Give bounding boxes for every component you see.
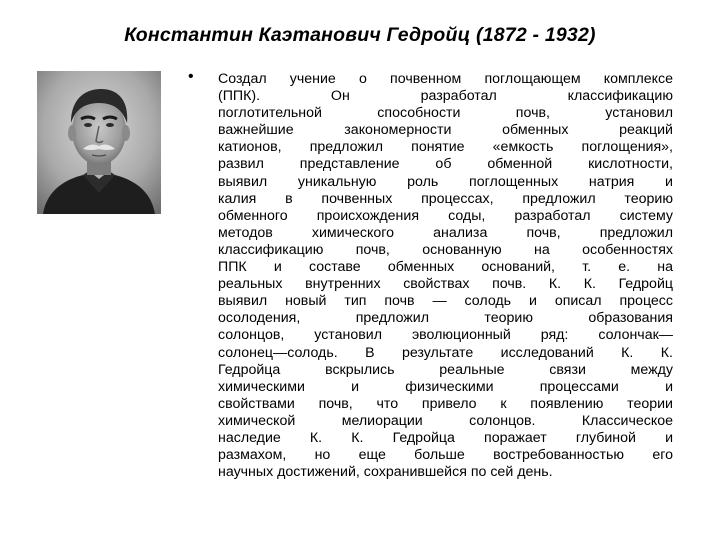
- paragraph-line: выявил уникальную роль поглощенных натрия и: [218, 173, 673, 190]
- paragraph-line: поглотительной способности почв, установил: [218, 105, 673, 122]
- paragraph-line: Создал учение о почвенном поглощающем комплексе: [218, 71, 673, 87]
- paragraph-line: методов химического анализа почв, предложил: [218, 224, 673, 241]
- paragraph-line: солонец—солодь. В результате исследований К. К.: [218, 344, 673, 361]
- paragraph-line: катионов, предложил понятие «емкость поглощения»,: [218, 139, 673, 156]
- paragraph-line: Гедройца вскрылись реальные связи между: [218, 361, 673, 378]
- paragraph-line: осолодения, предложил теорию образования: [218, 310, 673, 327]
- paragraph-line: важнейшие закономерности обменных реакций: [218, 122, 673, 139]
- biography-paragraph: [218, 71, 673, 481]
- paragraph-line: научных достижений, сохранившейся по сей день.: [218, 464, 553, 481]
- paragraph-line: реальных внутренних свойствах почв. К. К. Гедройц: [218, 276, 673, 293]
- paragraph-line: свойствами почв, что привело к появлению теории: [218, 395, 673, 412]
- paragraph-line: химической мелиорации солонцов. Классическое: [218, 412, 673, 429]
- paragraph-line: классификацию почв, основанную на особенностях: [218, 241, 673, 258]
- paragraph-line: (ППК). Он разработал классификацию: [218, 88, 673, 105]
- paragraph-line: калия в почвенных процессах, предложил теорию: [218, 190, 673, 207]
- paragraph-line: ППК и составе обменных оснований, т. е. на: [218, 259, 673, 276]
- paragraph-line: обменного происхождения соды, разработал систему: [218, 207, 673, 224]
- paragraph-line: наследие К. К. Гедройца поражает глубиной и: [218, 429, 673, 446]
- paragraph-line: солонцов, установил эволюционный ряд: солончак—: [218, 327, 673, 344]
- paragraph-line: выявил новый тип почв — солодь и описал процесс: [218, 293, 673, 310]
- paragraph-line: химическими и физическими процессами и: [218, 378, 673, 395]
- paragraph-line: размахом, но еще больше востребованностью его: [218, 447, 673, 464]
- portrait-photo: [37, 71, 161, 214]
- slide-title: Константин Каэтанович Гедройц (1872 - 1932): [124, 24, 596, 46]
- paragraph-line: развил представление об обменной кислотности,: [218, 156, 673, 173]
- bullet-marker: •: [188, 68, 194, 85]
